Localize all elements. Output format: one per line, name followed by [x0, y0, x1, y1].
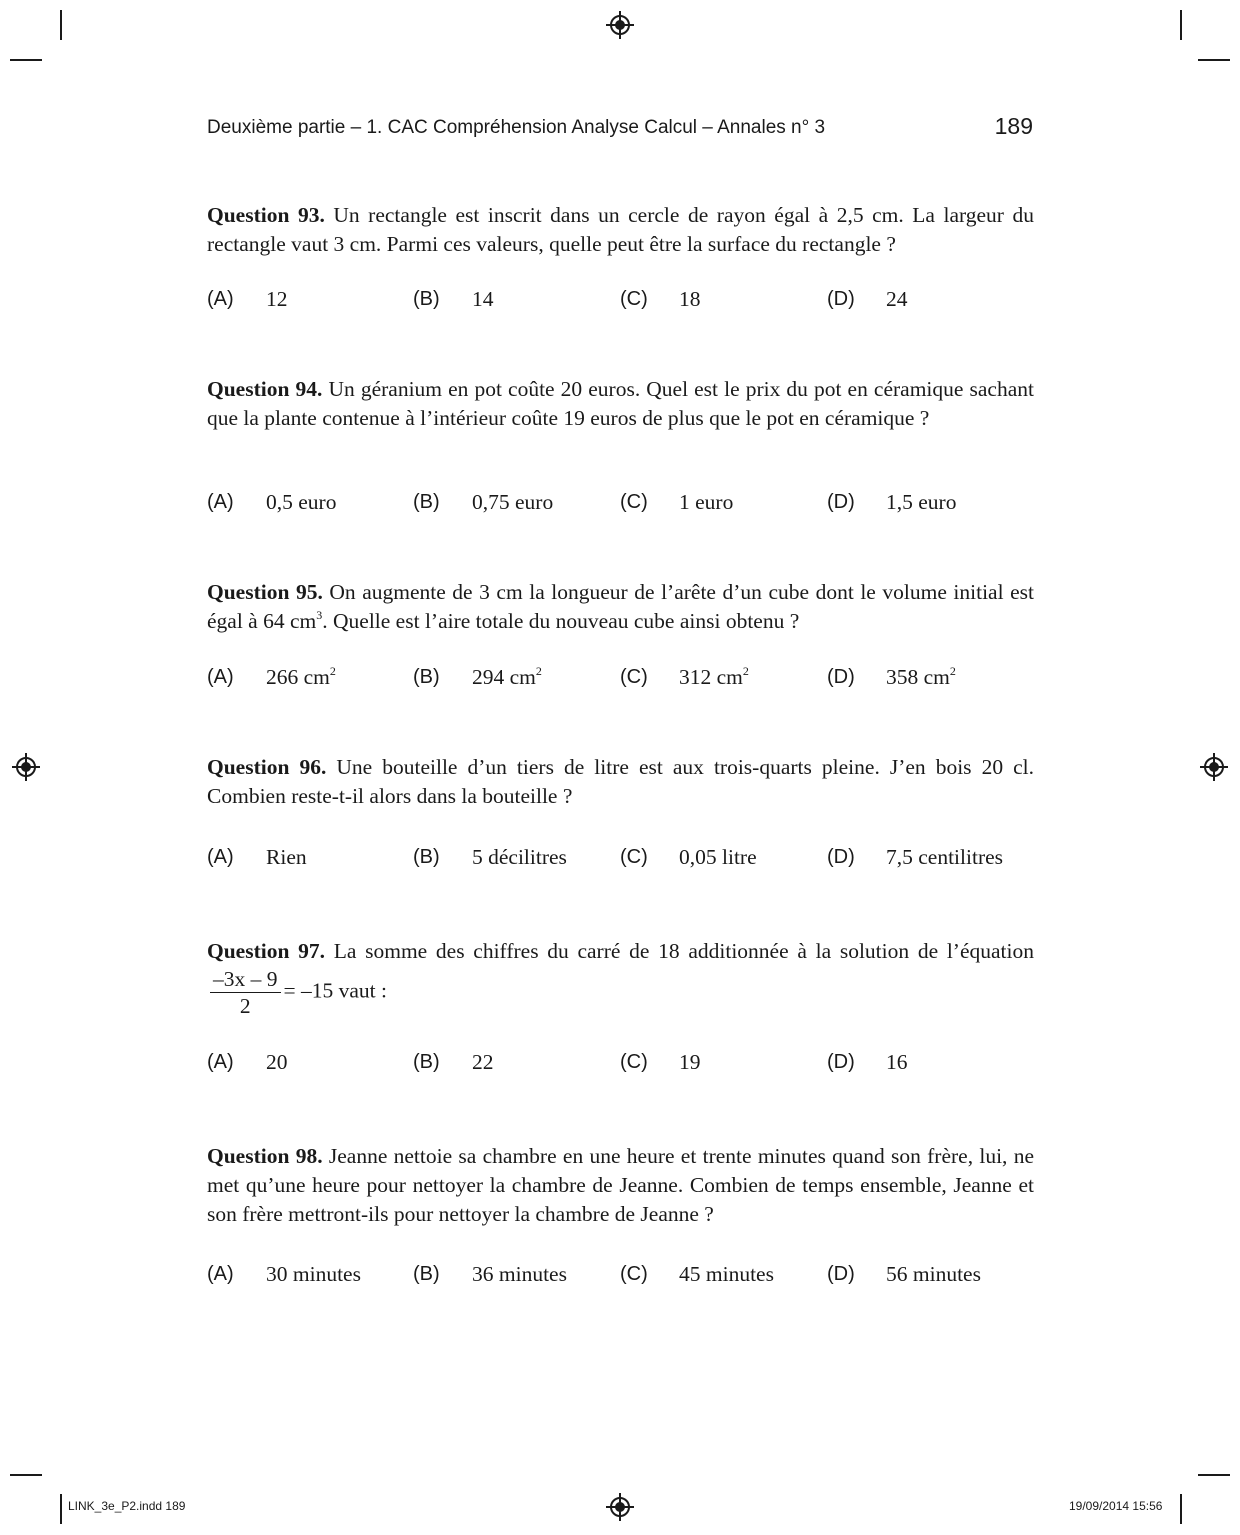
crop-mark	[1198, 59, 1230, 61]
question-96	[207, 753, 1034, 811]
question-text: Question 94. Un géranium en pot coûte 20 euros. Quel est le prix du pot en céramique sachant que la plante contenue à l’intérieur coûte 19 euros de plus que le pot en céramique ?	[207, 377, 1034, 430]
question-text: Question 96. Une bouteille d’un tiers de litre est aux trois-quarts pleine. J’en bois 20 cl. Combien reste-t-il alors dans la bouteille ?	[207, 755, 1034, 808]
question-text: Question 97. La somme des chiffres du carré de 18 additionnée à la solution de l’équation $\frac{-3x - 9}{2}$ = –15 vaut :	[207, 939, 1034, 1018]
crop-mark	[1180, 1494, 1182, 1524]
question-94	[207, 375, 1034, 433]
crop-mark	[1198, 1474, 1230, 1476]
registration-mark-icon	[1204, 757, 1224, 777]
question-label: Question 97.	[207, 939, 326, 963]
fraction-denominator: 2	[239, 994, 251, 1018]
answer-options: (A) 30 minutes (B) 36 minutes (C) 45 minutes (D) 56 minutes	[207, 1262, 981, 1286]
registration-mark-icon	[16, 757, 36, 777]
crop-mark	[60, 1494, 62, 1524]
footer-file-slug: LINK_3e_P2.indd 189	[68, 1499, 186, 1513]
question-label: Question 96.	[207, 755, 327, 779]
question-label: Question 95.	[207, 580, 323, 604]
question-label: Question 94.	[207, 377, 323, 401]
answer-options: (A) 266 $cm^2$ (B) 294 $cm^2$ (C) 312 $cm^2$ (D) 358 $cm^2$	[207, 664, 956, 689]
question-label: Question 93.	[207, 203, 325, 227]
question-text: Question 98. Jeanne nettoie sa chambre en une heure et trente minutes quand son frère, lui, ne met qu’une heure pour nettoyer la chambre de Jeanne. Combien de temps ensemble, Jeanne et son frère mettront-ils pour nettoyer la chambre de Jeanne ?	[207, 1144, 1034, 1226]
page-number: 189	[994, 113, 1033, 139]
footer-date-slug: 19/09/2014 15:56	[1069, 1499, 1163, 1513]
registration-mark-icon	[610, 1497, 630, 1517]
crop-mark	[10, 1474, 42, 1476]
question-text: Question 95. On augmente de 3 cm la longueur de l’arête d’un cube dont le volume initial est égal à 64 $cm^3$. Quelle est l’aire totale du nouveau cube ainsi obtenu ?	[207, 580, 1034, 633]
question-93	[207, 201, 1034, 259]
crop-mark	[60, 10, 62, 40]
answer-options: (A) 0,5 euro (B) 0,75 euro (C) 1 euro (D) 1,5 euro	[207, 490, 957, 514]
answer-options: (A) 20 (B) 22 (C) 19 (D) 16	[207, 1050, 908, 1074]
answer-options: (A) 12 (B) 14 (C) 18 (D) 24	[207, 287, 908, 311]
equation-fraction	[210, 966, 281, 1019]
registration-mark-icon	[610, 15, 630, 35]
fraction-numerator: –3x – 9	[210, 966, 281, 993]
question-95	[207, 578, 1034, 636]
answer-options: (A) Rien (B) 5 décilitres (C) 0,05 litre (D) 7,5 centilitres	[207, 845, 1004, 869]
question-98	[207, 1142, 1034, 1229]
crop-mark	[1180, 10, 1182, 40]
question-label: Question 98.	[207, 1144, 323, 1168]
question-97	[207, 937, 1034, 1019]
crop-mark	[10, 59, 42, 61]
running-header	[207, 113, 1033, 139]
running-title: Deuxième partie – 1. CAC Compréhension Analyse Calcul – Annales n° 3	[207, 117, 826, 138]
question-text: Question 93. Un rectangle est inscrit dans un cercle de rayon égal à 2,5 cm. La largeur du rectangle vaut 3 cm. Parmi ces valeurs, quelle peut être la surface du rectangle ?	[207, 203, 1034, 256]
